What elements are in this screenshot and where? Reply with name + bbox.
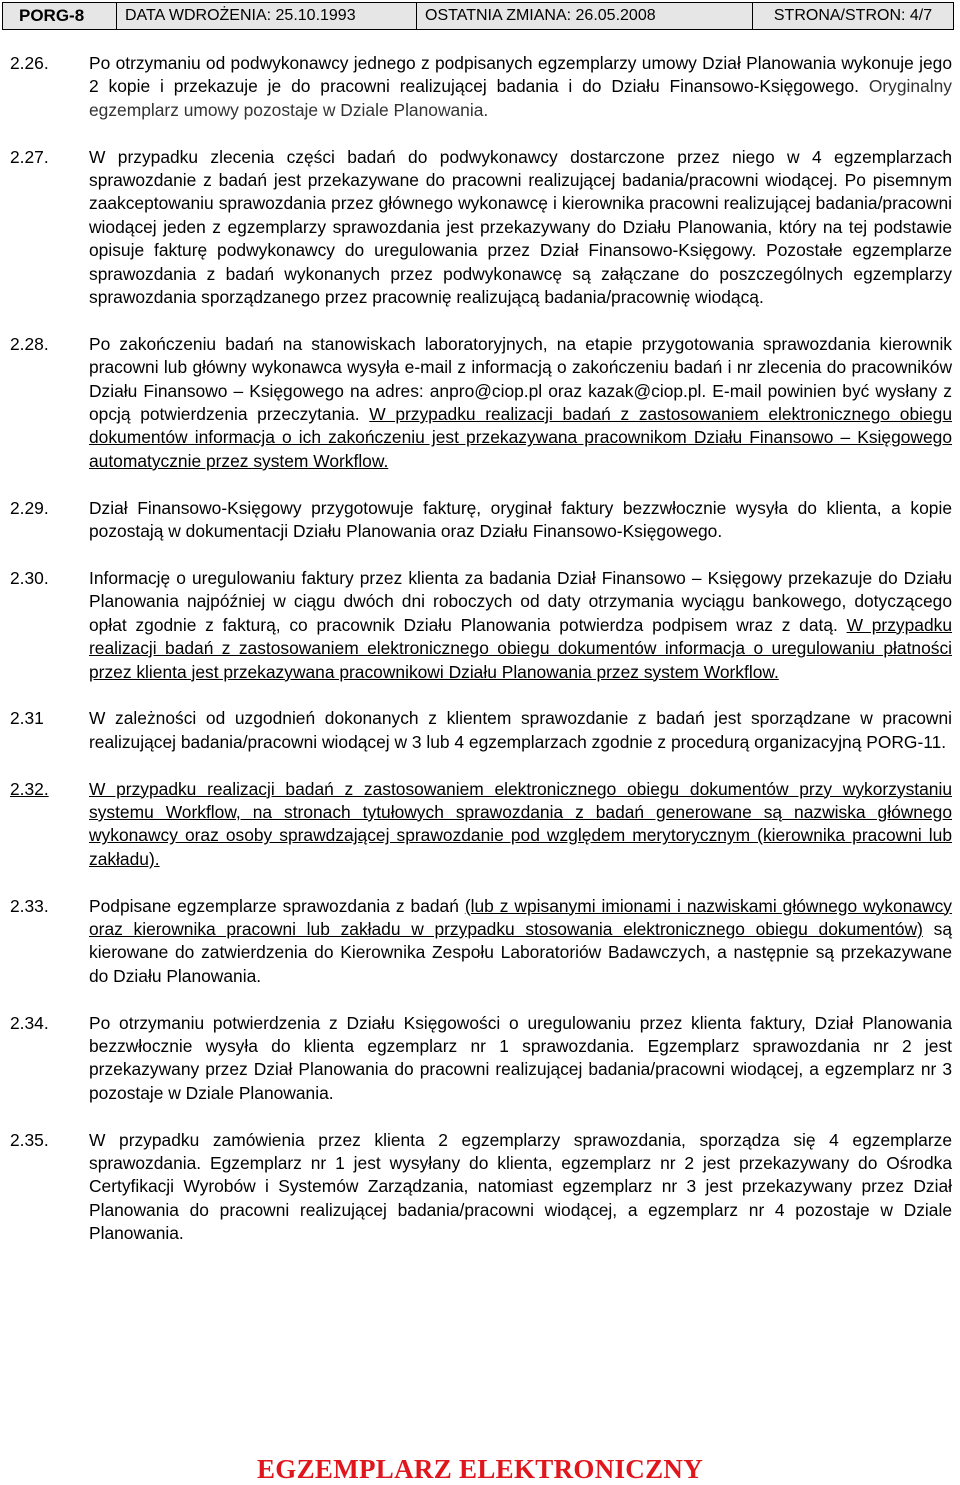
paragraph-text: W przypadku realizacji badań z zastosowaniem elektronicznego obiegu dokumentów przy wykorzystaniu systemu Workflow, na stronach tytułowych sprawozdania z badań generowane są nazwiska głównego wykonawcy oraz osoby sprawdzającej sprawozdanie pod względem merytorycznym (kierownika pracowni lub zakładu). xyxy=(89,778,952,869)
paragraph-tail: są kierowane do zatwierdzenia do Kierownika Zespołu Laboratoriów Badawczych, a następnie są przekazywane do Działu Planowania. xyxy=(89,918,953,986)
paragraph-number: 2.33. xyxy=(10,895,49,916)
paragraph-text xyxy=(89,895,952,989)
document-header xyxy=(2,2,954,30)
paragraph-body: Podpisane egzemplarze sprawozdania z badań xyxy=(89,895,465,916)
paragraph-text xyxy=(89,52,952,122)
paragraph-number: 2.34. xyxy=(10,1012,49,1033)
paragraph-body: Po otrzymaniu od podwykonawcy jednego z podpisanych egzemplarzy umowy Dział Planowania wykonuje jego 2 kopie i przekazuje je do pracowni realizującej badania i do Działu Finansowo-Księgowego. xyxy=(89,53,952,97)
paragraph-2-29 xyxy=(0,497,952,544)
paragraph-number: 2.27. xyxy=(10,146,49,167)
paragraph-number: 2.32. xyxy=(10,778,49,799)
paragraph-text: Dział Finansowo-Księgowy przygotowuje fakturę, oryginał faktury bezzwłocznie wysyła do klienta, a kopie pozostają w dokumentacji Działu Planowania oraz Działu Finansowo-Księgowego. xyxy=(89,497,952,542)
page-number: STRONA/STRON: 4/7 xyxy=(753,3,953,29)
paragraph-number: 2.26. xyxy=(10,53,49,73)
issue-date: DATA WDROŻENIA: 25.10.1993 xyxy=(117,3,417,29)
paragraph-2-28 xyxy=(0,333,952,473)
paragraph-text: Po otrzymaniu potwierdzenia z Działu Księgowości o uregulowaniu przez klienta faktury, Dział Planowania bezzwłocznie wysyła do klienta egzemplarz nr 1 sprawozdania. Egzemplarz sprawozdania nr 2 jest przekazywany przez Dział Planowania do pracowni realizującej badania/pracowni wiodącej, a egzemplarz nr 3 pozostaje w Dziale Planowania. xyxy=(89,1012,952,1103)
paragraph-body: Po zakończeniu badań na stanowiskach laboratoryjnych, na etapie przygotowania sprawozdania kierownik pracowni lub główny wykonawca wysyła e-mail z informacją o zakończeniu badań i nr zlecenia do pracowników Działu Finansowo – Księgowego na adres: anpro@ciop.pl oraz kazak@ciop.pl. E-mail powinien być wysłany z opcją potwierdzenia przeczytania. xyxy=(89,333,952,425)
document-body xyxy=(0,52,952,1269)
paragraph-underlined: W przypadku realizacji badań z zastosowaniem elektronicznego obiegu dokumentów informacja o ich zakończeniu jest przekazywana pracownikom Działu Finansowo – Księgowego automatycznie przez system Workflow. xyxy=(89,404,952,471)
paragraph-number: 2.28. xyxy=(10,333,49,354)
procedure-code: PORG-8 xyxy=(3,3,117,29)
paragraph-text: W zależności od uzgodnień dokonanych z klientem sprawozdanie z badań jest sporządzane w pracowni realizującej badania/pracowni wiodącej w 3 lub 4 egzemplarzach zgodnie z procedurą organizacyjną PORG-11. xyxy=(89,708,952,752)
paragraph-text xyxy=(89,333,952,473)
last-change-date: OSTATNIA ZMIANA: 26.05.2008 xyxy=(417,3,753,29)
paragraph-text: W przypadku zlecenia części badań do podwykonawcy dostarczone przez niego w 4 egzemplarzach sprawozdanie z badań jest przekazywane do pracowni realizującej badania/pracowni wiodącej. Po pisemnym zaakceptowaniu sprawozdania przez głównego wykonawcę i kierownika pracowni realizującej badania/pracowni wiodącej jeden z egzemplarzy sprawozdania jest przekazywany do Działu Planowania, który na tej podstawie opisuje fakturę podwykonawcy do uregulowania przez Dział Finansowo-Księgowy. Pozostałe egzemplarze sprawozdania z badań wykonanych przez podwykonawcę są załączane do poszczególnych egzemplarzy sprawozdania sporządzanego przez pracownię realizującą badania/pracownię wiodącą. xyxy=(89,146,952,308)
paragraph-number: 2.30. xyxy=(10,567,49,588)
paragraph-tail: Oryginalny egzemplarz umowy pozostaje w Dziale Planowania. xyxy=(89,76,952,120)
paragraph-2-33 xyxy=(0,895,952,989)
paragraph-text xyxy=(89,567,952,684)
paragraph-number: 2.35. xyxy=(10,1129,49,1150)
paragraph-2-34 xyxy=(0,1012,952,1106)
paragraph-underlined: W przypadku realizacji badań z zastosowaniem elektronicznego obiegu dokumentów informacja o uregulowaniu płatności przez klienta jest przekazywana pracownikowi Działu Planowania przez system Workflow. xyxy=(89,614,952,682)
paragraph-2-30 xyxy=(0,567,952,684)
paragraph-text: W przypadku zamówienia przez klienta 2 egzemplarzy sprawozdania, sporządza się 4 egzemplarze sprawozdania. Egzemplarz nr 1 jest wysyłany do klienta, egzemplarz nr 2 jest przekazywany do Ośrodka Certyfikacji Wyrobów i Systemów Zarządzania, natomiast egzemplarz nr 3 jest przekazywany przez Dział Planowania do pracowni realizującej badania/pracowni wiodącej, a egzemplarz nr 4 pozostaje w Dziale Planowania. xyxy=(89,1129,952,1244)
paragraph-2-32 xyxy=(0,778,952,872)
paragraph-2-35 xyxy=(0,1129,952,1246)
paragraph-2-26 xyxy=(0,52,952,122)
paragraph-body: Informację o uregulowaniu faktury przez klienta za badania Dział Finansowo – Księgowy przekazuje do Działu Planowania najpóźniej w ciągu dwóch dni roboczych od daty otrzymania wyciągu bankowego, dotyczącego opłat zgodnie z fakturą, co pracownik Działu Planowania potwierdza podpisem wraz z datą. xyxy=(89,567,952,635)
paragraph-number: 2.29. xyxy=(10,497,49,518)
paragraph-2-31 xyxy=(0,707,952,754)
paragraph-2-27 xyxy=(0,146,952,310)
electronic-copy-watermark: EGZEMPLARZ ELEKTRONICZNY xyxy=(256,1454,703,1484)
paragraph-number: 2.31 xyxy=(10,708,44,729)
paragraph-underlined: (lub z wpisanymi imionami i nazwiskami głównego wykonawcy oraz kierownika pracowni lub zakładu w przypadku stosowania elektronicznego obiegu dokumentów) xyxy=(89,895,952,939)
